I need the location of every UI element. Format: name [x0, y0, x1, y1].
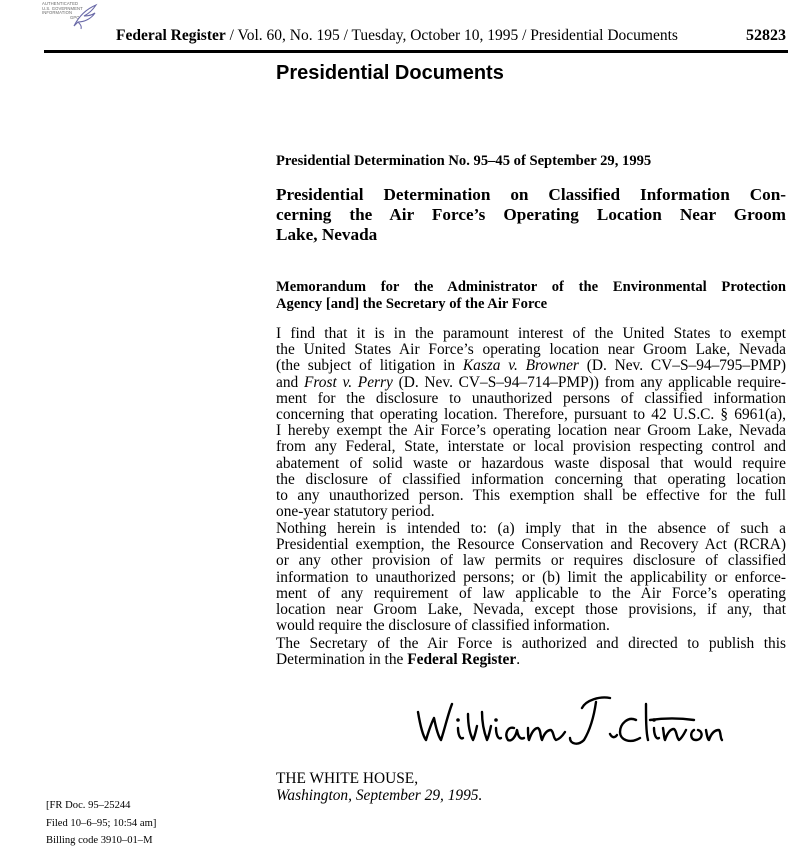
running-header — [116, 27, 786, 49]
eagle-icon — [70, 2, 100, 32]
text-line: abatement of solid waste or hazardous waste disposal that would require — [276, 454, 786, 472]
gpo-line: GPO — [70, 14, 80, 20]
presidential-signature — [414, 690, 724, 752]
text-line: or any other provision of law permits or requires disclosure of classified — [276, 552, 786, 570]
paragraph-limitations — [276, 521, 786, 634]
determination-title — [276, 185, 786, 245]
text-run: and — [276, 373, 304, 391]
text-run: . — [516, 651, 521, 669]
text-line: ment of any requirement of law applicable to the Air Force’s operating — [276, 584, 786, 602]
text-line: The Secretary of the Air Force is authorized and directed to publish this — [276, 635, 786, 652]
header-rule — [44, 50, 788, 53]
text-line: one-year statutory period. — [276, 503, 435, 521]
billing-code: Billing code 3910–01–M — [46, 835, 153, 846]
federal-register-name: Federal Register — [407, 651, 517, 669]
case-name: Frost v. Perry — [303, 373, 393, 391]
memo-line: Agency [and] the Secretary of the Air Force — [276, 296, 548, 312]
text-line — [276, 358, 786, 374]
text-run: (the subject of litigation in — [276, 357, 463, 375]
text-line: ment for the disclosure to unauthorized persons of classified information — [276, 389, 786, 407]
text-line: from any Federal, State, interstate or local provision respecting control and — [276, 438, 786, 456]
text-line: the disclosure of classified information concerning that operating location — [276, 470, 786, 488]
gpo-line: U.S. GOVERNMENT — [42, 5, 83, 11]
running-header-text — [116, 27, 678, 45]
memorandum-heading — [276, 279, 786, 313]
title-line: Presidential Determination on Classified Information Con- — [276, 185, 786, 204]
text-line: I hereby exempt the Air Force’s operating location near Groom Lake, Nevada — [276, 422, 786, 440]
filing-info — [46, 797, 156, 850]
fr-doc-number: [FR Doc. 95–25244 — [46, 800, 131, 811]
title-line: Lake, Nevada — [276, 225, 378, 244]
page-number: 52823 — [746, 27, 786, 44]
text-line: location near Groom Lake, Nevada, except those provisions, if any, that — [276, 600, 786, 618]
gpo-authentication-logo — [42, 2, 100, 36]
issue-details: / Vol. 60, No. 195 / Tuesday, October 10, 1995 / Presidential Documents — [225, 27, 678, 44]
paragraph-exemption — [276, 326, 786, 520]
closing-date: Washington, September 29, 1995. — [276, 787, 483, 804]
publication-name: Federal Register — [116, 27, 226, 44]
paragraph-publication — [276, 636, 786, 668]
text-line: Nothing herein is intended to: (a) imply that in the absence of such a — [276, 520, 786, 537]
filed-date: Filed 10–6–95; 10:54 am] — [46, 817, 157, 829]
gpo-line: INFORMATION — [42, 10, 73, 16]
section-title: Presidential Documents — [276, 62, 504, 84]
memo-line: Memorandum for the Administrator of the Environmental Protection — [276, 279, 786, 295]
determination-number: Presidential Determination No. 95–45 of September 29, 1995 — [276, 153, 652, 169]
text-run: Determination in the — [276, 651, 408, 669]
text-line: Presidential exemption, the Resource Conservation and Recovery Act (RCRA) — [276, 536, 786, 554]
gpo-line: AUTHENTICATED — [42, 1, 79, 6]
text-run: (D. Nev. CV–S–94–714–PMP)) from any applicable require- — [392, 373, 786, 391]
closing-place: THE WHITE HOUSE, — [276, 770, 419, 787]
text-line: concerning that operating location. Therefore, pursuant to 42 U.S.C. § 6961(a), — [276, 405, 786, 423]
text-line: information to unauthorized persons; or (b) limit the applicability or enforce- — [276, 568, 786, 586]
text-run: (D. Nev. CV–S–94–795–PMP) — [578, 357, 786, 375]
text-line — [276, 375, 786, 391]
title-line: cerning the Air Force’s Operating Location Near Groom — [276, 205, 786, 224]
text-line: I find that it is in the paramount interest of the United States to exempt — [276, 325, 786, 342]
closing-block — [276, 770, 482, 804]
case-name: Kasza v. Browner — [462, 357, 579, 375]
text-line: would require the disclosure of classified information. — [276, 617, 610, 635]
text-line: to any unauthorized person. This exemption shall be effective for the full — [276, 486, 786, 504]
text-line — [276, 652, 786, 668]
text-line: the United States Air Force’s operating location near Groom Lake, Nevada — [276, 341, 786, 359]
